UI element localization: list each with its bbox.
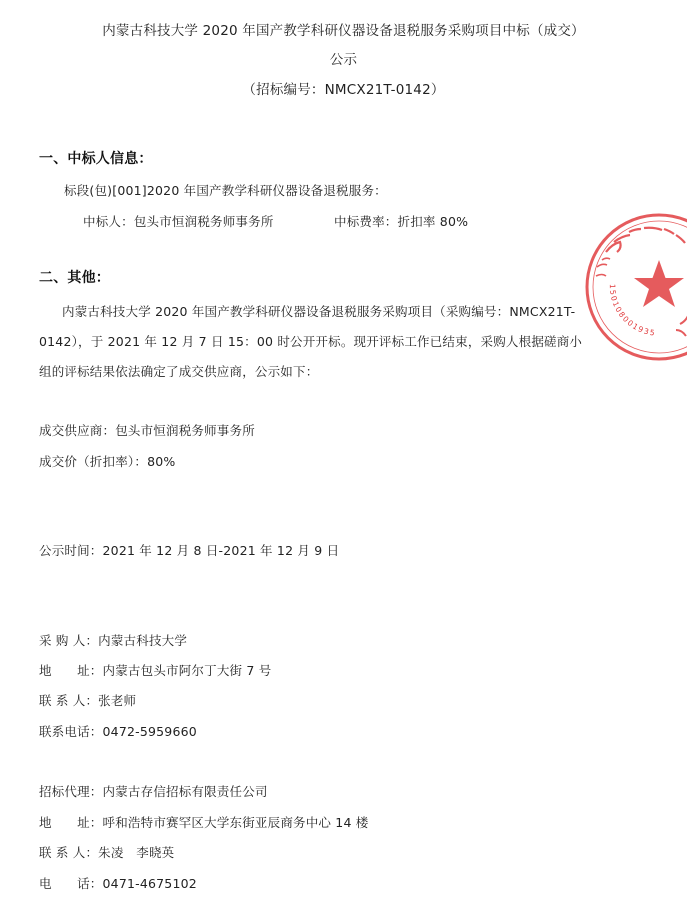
price-row	[39, 454, 175, 470]
period-label: 公示时间：	[39, 543, 103, 558]
agency-address: 呼和浩特市赛罕区大学东街亚辰商务中心 14 楼	[102, 815, 369, 830]
section1-heading: 一、中标人信息：	[39, 151, 153, 167]
purchaser-contact-row	[39, 693, 136, 709]
purchaser-row	[39, 633, 187, 649]
agency-name: 内蒙古存信招标有限责任公司	[102, 784, 268, 799]
purchaser-phone-row	[39, 724, 197, 740]
fee-row	[334, 214, 468, 230]
lot-description: 标段(包)[001]2020 年国产教学科研仪器设备退税服务：	[64, 183, 387, 198]
supplier-row	[39, 423, 255, 439]
purchaser-address-label: 地 址：	[39, 663, 103, 678]
agency-row	[39, 784, 268, 800]
purchaser-label: 采 购 人：	[39, 633, 99, 648]
announcement-para-line2: 0142），于 2021 年 12 月 7 日 15：00 时公开开标。现开评标工作已结束，采购人根据磋商小	[39, 334, 583, 349]
purchaser-address-row	[39, 663, 271, 679]
purchaser-phone: 0472-5959660	[102, 724, 197, 739]
fee-label: 中标费率：	[334, 214, 398, 229]
seal-serial: 150108001935	[607, 283, 657, 338]
winner-name: 包头市恒润税务师事务所	[133, 214, 274, 229]
agency-phone-label: 电 话：	[39, 876, 103, 891]
supplier-value: 包头市恒润税务师事务所	[115, 423, 255, 438]
period-row	[39, 543, 339, 559]
price-label: 成交价（折扣率）：	[39, 454, 148, 469]
bid-number: （招标编号：NMCX21T-0142）	[242, 82, 445, 98]
agency-address-label: 地 址：	[39, 815, 103, 830]
section2-heading: 二、其他：	[39, 270, 110, 286]
document-title: 内蒙古科技大学 2020 年国产教学科研仪器设备退税服务采购项目中标（成交）	[102, 23, 585, 39]
official-seal	[584, 212, 687, 362]
announcement-para-line1: 内蒙古科技大学 2020 年国产教学科研仪器设备退税服务采购项目（采购编号：NMCX21T-	[62, 304, 576, 319]
document-title-continued: 公示	[329, 52, 358, 68]
purchaser-address: 内蒙古包头市阿尔丁大街 7 号	[102, 663, 272, 678]
agency-contact-row	[39, 845, 174, 861]
purchaser-name: 内蒙古科技大学	[98, 633, 188, 648]
announcement-para-line3: 组的评标结果依法确定了成交供应商，公示如下：	[39, 364, 319, 379]
winner-label: 中标人：	[83, 214, 134, 229]
purchaser-contact: 张老师	[98, 693, 137, 708]
winner-row	[83, 214, 274, 230]
seal-star-icon	[634, 260, 684, 307]
agency-label: 招标代理：	[39, 784, 103, 799]
agency-address-row	[39, 815, 368, 831]
period-value: 2021 年 12 月 8 日-2021 年 12 月 9 日	[102, 543, 340, 558]
agency-phone-row	[39, 876, 197, 892]
fee-value: 折扣率 80%	[397, 214, 469, 229]
price-value: 80%	[147, 454, 176, 469]
agency-contacts: 朱凌 李晓英	[98, 845, 175, 860]
supplier-label: 成交供应商：	[39, 423, 116, 438]
agency-contact-label: 联 系 人：	[39, 845, 99, 860]
agency-phone: 0471-4675102	[102, 876, 197, 891]
purchaser-contact-label: 联 系 人：	[39, 693, 99, 708]
purchaser-phone-label: 联系电话：	[39, 724, 103, 739]
